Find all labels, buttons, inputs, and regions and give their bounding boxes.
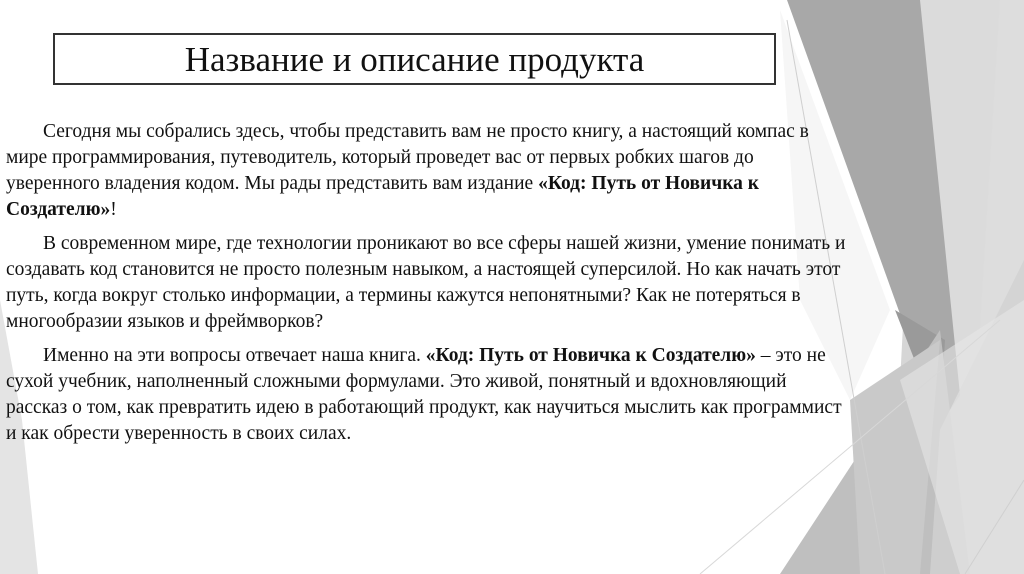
paragraph-text: В современном мире, где технологии проникают во все сферы нашей жизни, умение понимать и создавать код становится не просто полезным навыком, а настоящей суперсилой. Но как начать этот путь, когда вокруг столько информации, а термины кажутся непонятными? Как не потеряться в многообразии языков и фреймворков? [6,233,846,332]
book-title-emphasis: «Код: Путь от Новичка к Создателю» [6,173,760,220]
paragraph-text: Именно на эти вопросы отвечает наша книга. [43,345,426,366]
paragraph-text: Сегодня мы собрались здесь, чтобы представить вам не просто книгу, а настоящий компас в мире программирования, путеводитель, который проведет вас от первых робких шагов до уверенного владения кодом. Мы рады представить вам издание [6,121,809,194]
slide-title-box [53,33,776,85]
paragraph-intro [6,119,852,223]
book-title-emphasis: «Код: Путь от Новичка к Создателю» [425,345,756,366]
paragraph-text: – это не сухой учебник, наполненный сложными формулами. Это живой, понятный и вдохновляющий рассказ о том, как превратить идею в работающий продукт, как научиться мыслить как программист и как обрести уверенность в своих силах. [6,345,842,444]
paragraph-answer [6,343,852,447]
paragraph-text: ! [110,199,117,220]
slide-body [6,119,852,455]
paragraph-context [6,231,852,335]
slide-title: Название и описание продукта [184,39,645,79]
